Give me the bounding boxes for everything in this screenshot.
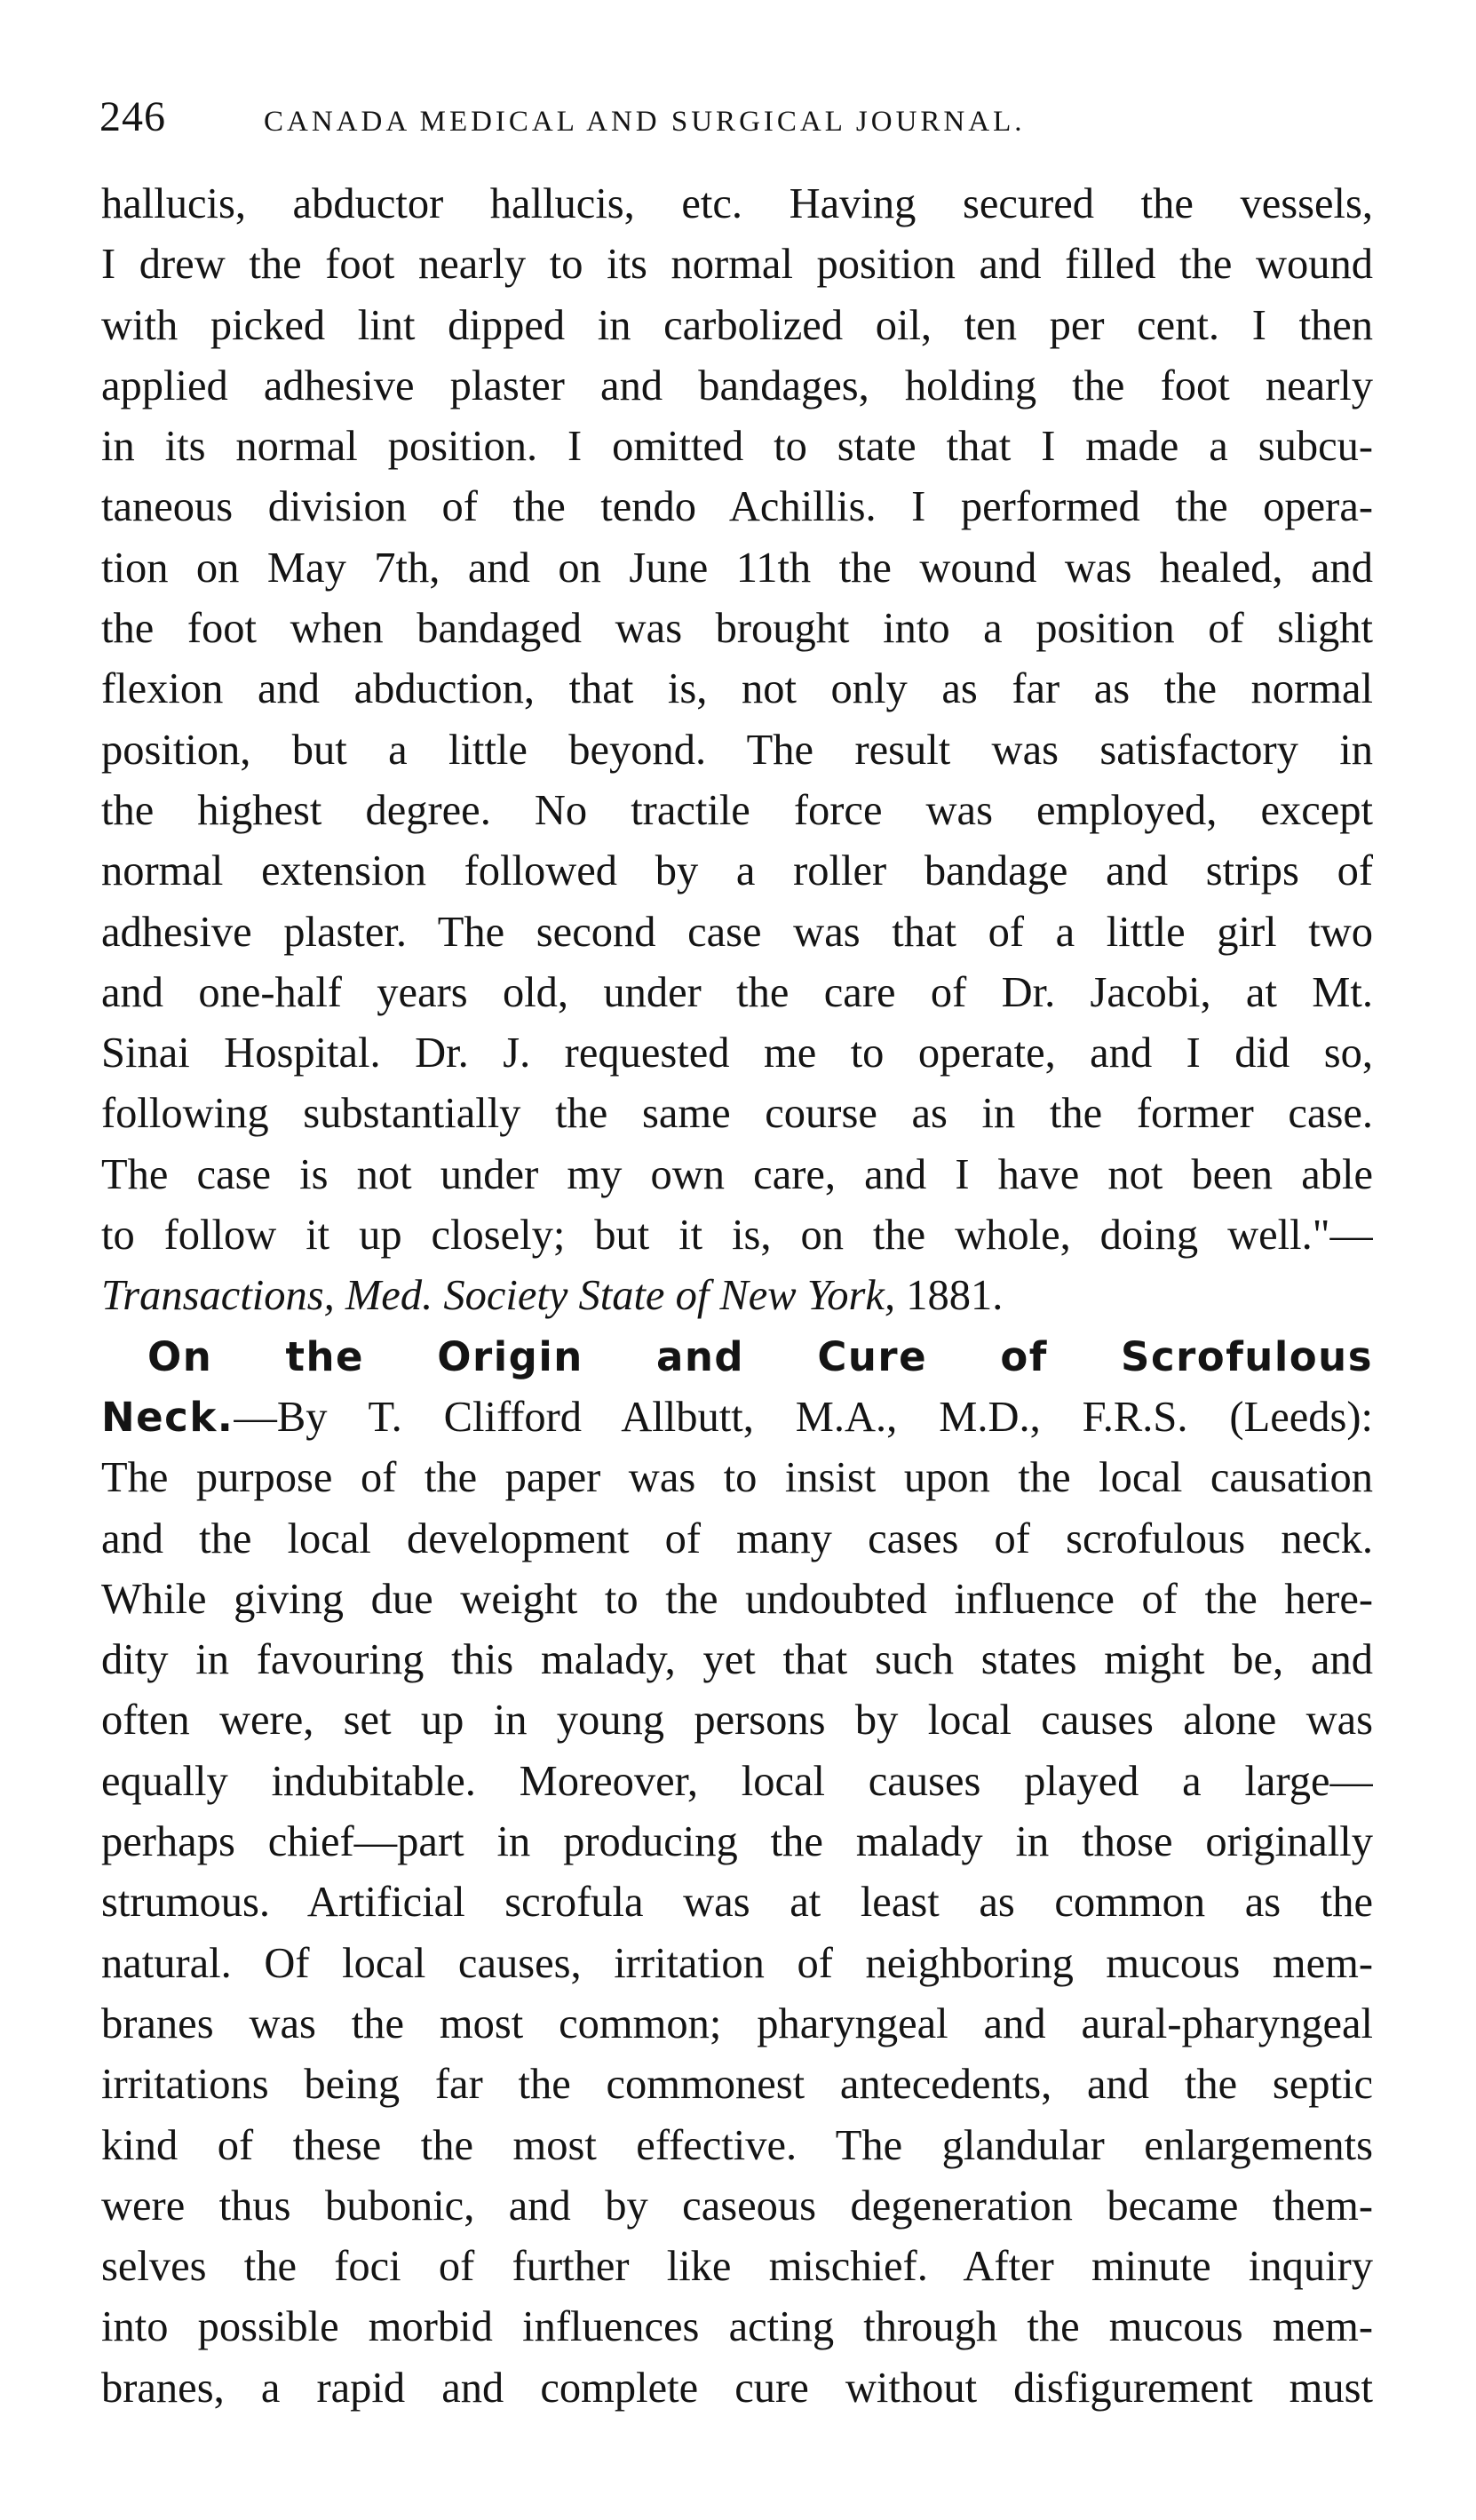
text-line: strumous. Artificial scrofula was at least as common as the	[101, 1879, 1373, 1927]
text-line: hallucis, abductor hallucis, etc. Having secured the vessels,	[101, 180, 1373, 227]
text-line: natural. Of local causes, irritation of neighboring mucous mem-	[101, 1939, 1373, 1987]
text-line: with picked lint dipped in carbolized oil, ten per cent. I then	[101, 301, 1373, 349]
text-line: branes, a rapid and complete cure without disfigurement must	[101, 2364, 1373, 2412]
text-line: While giving due weight to the undoubted influence of the here-	[101, 1575, 1373, 1623]
article-heading	[101, 1327, 1373, 1387]
text-line: selves the foci of further like mischief. After minute inquiry	[101, 2243, 1373, 2291]
text-line: The case is not under my own care, and I have not been able	[101, 1150, 1373, 1198]
text-line: branes was the most common; pharyngeal and aural-pharyngeal	[101, 1999, 1373, 2047]
text-line: taneous division of the tendo Achillis. I performed the opera-	[101, 483, 1373, 531]
text-line: tion on May 7th, and on June 11th the wound was healed, and	[101, 544, 1373, 592]
citation-source: Transactions, Med. Society State of New York,	[101, 1272, 896, 1320]
text-line: equally indubitable. Moreover, local causes played a large—	[101, 1757, 1373, 1805]
text-line: to follow it up closely; but it is, on the whole, doing well."—	[101, 1212, 1373, 1260]
text-line: into possible morbid influences acting through the mucous mem-	[101, 2303, 1373, 2351]
article-title: On the Origin and Cure of Scrofulous	[147, 1332, 1373, 1380]
text-line: normal extension followed by a roller bandage and strips of	[101, 847, 1373, 895]
page-number: 246	[99, 93, 166, 140]
byline-line	[101, 1387, 1373, 1448]
citation-year: 1881.	[895, 1272, 1004, 1320]
text-line: the highest degree. No tractile force was employed, except	[101, 786, 1373, 834]
citation-line	[101, 1266, 1373, 1326]
text-line: perhaps chief—part in producing the malady in those originally	[101, 1818, 1373, 1866]
journal-title: CANADA MEDICAL AND SURGICAL JOURNAL.	[264, 106, 1026, 138]
text-line: were thus bubonic, and by caseous degeneration became them-	[101, 2182, 1373, 2230]
text-line: Sinai Hospital. Dr. J. requested me to operate, and I did so,	[101, 1029, 1373, 1077]
text-line: dity in favouring this malady, yet that such states might be, and	[101, 1636, 1373, 1684]
text-line: following substantially the same course as in the former case.	[101, 1090, 1373, 1138]
text-line: applied adhesive plaster and bandages, holding the foot nearly	[101, 362, 1373, 409]
article-byline: —By T. Clifford Allbutt, M.A., M.D., F.R.S. (Leeds):	[234, 1393, 1373, 1441]
text-line: The purpose of the paper was to insist upon the local causation	[101, 1454, 1373, 1502]
text-line: the foot when bandaged was brought into a position of slight	[101, 605, 1373, 653]
text-line: in its normal position. I omitted to state that I made a subcu-	[101, 423, 1373, 471]
text-line: often were, set up in young persons by local causes alone was	[101, 1697, 1373, 1745]
text-line: adhesive plaster. The second case was that of a little girl two	[101, 908, 1373, 956]
text-line: and one-half years old, under the care of Dr. Jacobi, at Mt.	[101, 968, 1373, 1016]
text-line: I drew the foot nearly to its normal position and filled the wound	[101, 241, 1373, 289]
text-line: flexion and abduction, that is, not only as far as the normal	[101, 665, 1373, 713]
text-line: kind of these the most effective. The glandular enlargements	[101, 2121, 1373, 2169]
body-text	[101, 174, 1373, 2419]
text-line: irritations being far the commonest antecedents, and the septic	[101, 2061, 1373, 2109]
running-head	[99, 92, 1387, 155]
article-title-end: Neck.	[101, 1393, 234, 1441]
text-line: position, but a little beyond. The result was satisfactory in	[101, 726, 1373, 774]
text-line: and the local development of many cases of scrofulous neck.	[101, 1514, 1373, 1562]
